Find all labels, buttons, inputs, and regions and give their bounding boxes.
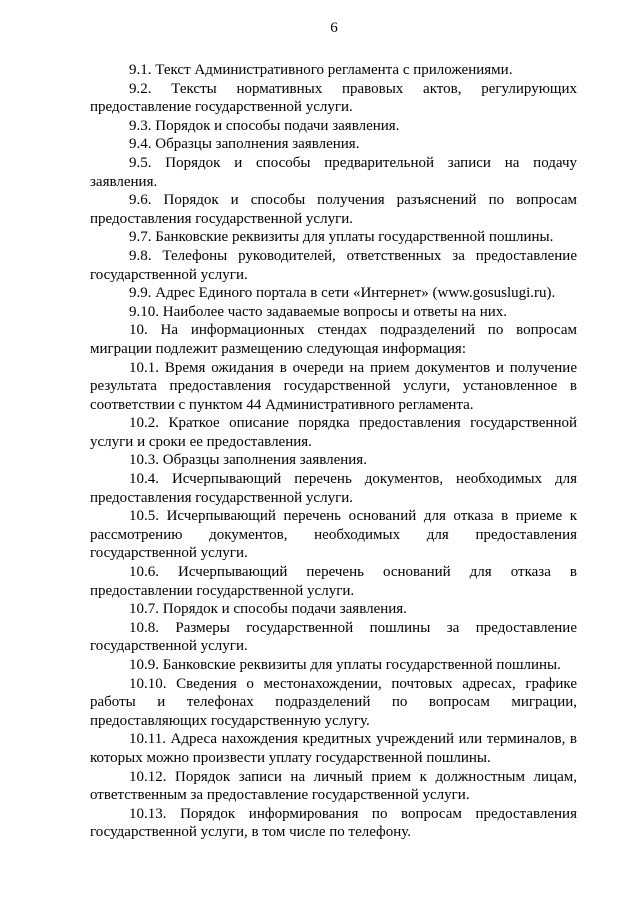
- paragraph-9-10: 9.10. Наиболее часто задаваемые вопросы и ответы на них.: [129, 303, 508, 320]
- paragraph-9-6: 9.6. Порядок и способы получения разъяснений по вопросам предоставления государственной услуги.: [90, 192, 577, 227]
- paragraph-10-2: 10.2. Краткое описание порядка предоставления государственной услуги и сроки ее предоставления.: [90, 415, 577, 450]
- paragraph-10-11: 10.11. Адреса нахождения кредитных учреждений или терминалов, в которых можно произвести уплату государственной пошлины.: [90, 731, 577, 766]
- paragraph-9-5: 9.5. Порядок и способы предварительной записи на подачу заявления.: [90, 154, 577, 190]
- paragraph-9-8: 9.8. Телефоны руководителей, ответственных за предоставление государственной услуги.: [90, 247, 577, 283]
- paragraph-9-9: 9.9. Адрес Единого портала в сети «Интернет» (www.gosuslugi.ru).: [129, 285, 556, 302]
- paragraph-10: 10. На информационных стендах подразделений по вопросам миграции подлежит размещению следующая информация:: [90, 322, 577, 357]
- page-number: 6: [330, 20, 338, 36]
- paragraph-10-5: 10.5. Исчерпывающий перечень оснований для отказа в приеме к рассмотрению документов, необходимых для предоставления государственной услуги.: [90, 508, 577, 562]
- paragraph-9-2: 9.2. Тексты нормативных правовых актов, регулирующих предоставление государственной услуги.: [90, 80, 577, 116]
- paragraph-10-1: 10.1. Время ожидания в очереди на прием документов и получение результата предоставления государственной услуги, установленное в соответствии с пунктом 44 Административного регламента.: [90, 359, 577, 413]
- paragraph-10-7: 10.7. Порядок и способы подачи заявления.: [129, 601, 407, 618]
- paragraph-9-3: 9.3. Порядок и способы подачи заявления.: [129, 117, 400, 134]
- paragraph-10-3: 10.3. Образцы заполнения заявления.: [129, 452, 367, 469]
- paragraph-9-1: 9.1. Текст Административного регламента с приложениями.: [129, 62, 513, 78]
- paragraph-9-4: 9.4. Образцы заполнения заявления.: [129, 136, 360, 153]
- document-body: [90, 61, 577, 842]
- paragraph-10-6: 10.6. Исчерпывающий перечень оснований для отказа в предоставлении государственной услуги.: [90, 564, 577, 599]
- paragraph-10-12: 10.12. Порядок записи на личный прием к должностным лицам, ответственным за предоставление государственной услуги.: [90, 768, 577, 804]
- paragraph-9-7: 9.7. Банковские реквизиты для уплаты государственной пошлины.: [129, 229, 554, 246]
- paragraph-10-8: 10.8. Размеры государственной пошлины за предоставление государственной услуги.: [90, 619, 577, 655]
- paragraph-10-13: 10.13. Порядок информирования по вопросам предоставления государственной услуги, в том числе по телефону.: [90, 805, 577, 841]
- paragraph-10-4: 10.4. Исчерпывающий перечень документов, необходимых для предоставления государственной услуги.: [90, 471, 577, 506]
- paragraph-10-10: 10.10. Сведения о местонахождении, почтовых адресах, графике работы и телефонах подразделений по вопросам миграции, предоставляющих государственную услугу.: [90, 675, 577, 729]
- paragraph-10-9: 10.9. Банковские реквизиты для уплаты государственной пошлины.: [129, 657, 561, 673]
